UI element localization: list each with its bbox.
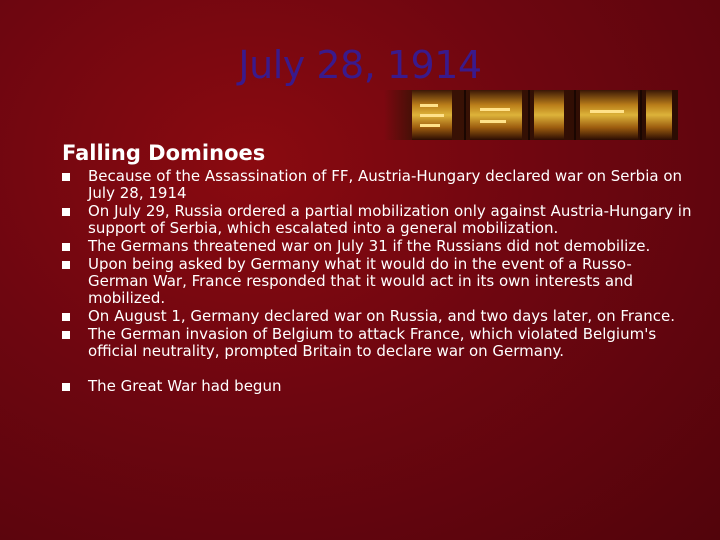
square-bullet-icon bbox=[62, 208, 70, 216]
bullet-list bbox=[62, 168, 692, 396]
square-bullet-icon bbox=[62, 331, 70, 339]
bullet-item bbox=[62, 326, 692, 360]
bullet-text: On July 29, Russia ordered a partial mobilization only against Austria-Hungary in support of Serbia, which escalated into a general mobilization. bbox=[88, 201, 692, 237]
square-bullet-icon bbox=[62, 313, 70, 321]
bullet-text: The Great War had begun bbox=[88, 376, 282, 395]
bullet-item bbox=[62, 238, 692, 255]
bullet-text: Upon being asked by Germany what it would do in the event of a Russo-German War, France responded that it would act in its own interests and mobilized. bbox=[88, 255, 634, 307]
square-bullet-icon bbox=[62, 173, 70, 181]
bullet-item bbox=[62, 203, 692, 237]
bullet-text: The Germans threatened war on July 31 if the Russians did not demobilize. bbox=[88, 236, 651, 255]
section-heading: Falling Dominoes bbox=[62, 141, 266, 165]
bullet-text: Because of the Assassination of FF, Austria-Hungary declared war on Serbia on July 28, 1914 bbox=[88, 167, 683, 202]
bullet-item bbox=[62, 168, 692, 202]
slide-title: July 28, 1914 bbox=[238, 43, 482, 87]
bullet-item bbox=[62, 256, 692, 306]
bullet-text: The German invasion of Belgium to attack France, which violated Belgium's official neutrality, prompted Britain to declare war on Germany. bbox=[88, 325, 657, 360]
bullet-text: On August 1, Germany declared war on Russia, and two days later, on France. bbox=[88, 306, 675, 325]
square-bullet-icon bbox=[62, 261, 70, 269]
decorative-banner-image bbox=[384, 90, 678, 140]
square-bullet-icon bbox=[62, 383, 70, 391]
bullet-item bbox=[62, 378, 692, 395]
square-bullet-icon bbox=[62, 243, 70, 251]
bullet-item bbox=[62, 308, 692, 325]
